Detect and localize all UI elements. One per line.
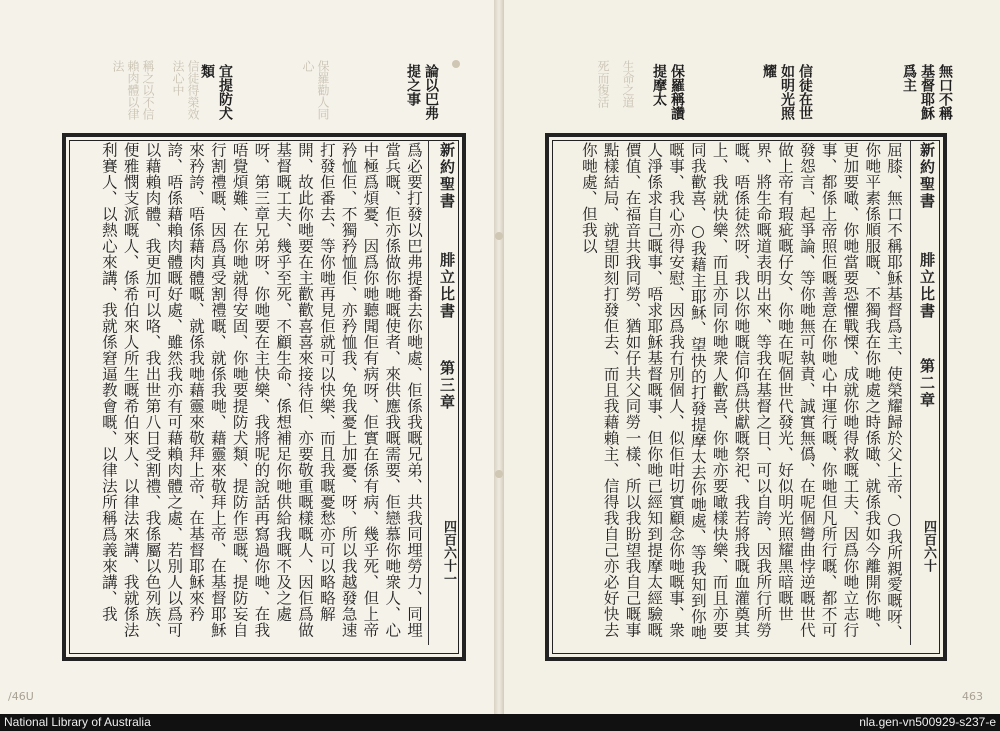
left-page-number: 四百六十一 bbox=[441, 520, 456, 585]
right-page-number: 四百六十 bbox=[921, 520, 936, 572]
gutter bbox=[494, 0, 504, 714]
right-body-paragraph: 屈膝、無口不稱耶穌基督爲主、使榮耀歸於父上帝、○我所親愛嘅呀、你哋平素係順服嘅、不獨我在你哋處之時係噉、就係我如今離開你哋、更加要噉、你哋當要恐懼戰慄、成就你哋得救嘅工夫、因爲你哋立志行事、都係上帝照佢嘅善意在你哋心中運行嘅、你哋但凡所行嘅、都不可發怨言、起爭論、等你哋無可執責、誠實無僞、在呢個彎曲悖逆嘅世代做上帝有瑕疵嘅仔女、你哋在呢個世代發光、好似明光照耀黑暗嘅世界、將生命嘅道表明出來、等我在基督之日、可以自誇、因我所行所勞嘅、唔係徒然呀、我以你哋嘅信仰爲供獻嘅祭祀、我若將我嘅血灌奠其上、我就快樂、而且亦同你哋衆人歡喜、你哋亦要噉樣快樂、而且亦要同我歡喜、○我藉主耶穌、望快的打發提摩太去你哋處、等我知到你哋嘅事、我心亦得安慰、因爲我冇別個人、似佢咁切實顧念你哋嘅事、衆人淨係求自己嘅事、唔求耶穌基督嘅事、但你哋已經知到提摩太經驗嘅價值、在福音共我同勞、猶如仔共父同勞一樣、所以我盼望我自己嘅事點樣結局、就望即刻打發佢去、而且我藉賴主、信得我自己亦必好快去你哋處、但我以 bbox=[579, 142, 903, 641]
side-note-beware-dogs: 宜提防犬類 bbox=[199, 64, 233, 120]
side-note-timothy: 保羅稱讚提摩太 bbox=[651, 64, 685, 120]
header-divider bbox=[910, 140, 911, 645]
left-header-chapter: 第三章 bbox=[438, 360, 456, 411]
right-body-text bbox=[554, 142, 904, 642]
footer-library-name: National Library of Australia bbox=[4, 715, 151, 729]
punch-hole bbox=[495, 470, 503, 478]
pencil-mark: 463 bbox=[962, 690, 983, 703]
show-through-text: 信徒得榮效法心中 bbox=[171, 60, 200, 120]
footer-record-id: nla.gen-vn500929-s237-e bbox=[859, 715, 996, 729]
show-through-text: 死而復活 bbox=[596, 60, 610, 108]
left-header-title: 新約聖書 bbox=[438, 142, 456, 210]
left-body-paragraph: 爲必要打發以巴弗提番去你哋處、佢係我嘅兄弟、共我同埋勞力、同埋當兵嘅、佢亦係做你哋嘅使者、來供應我嘅需要、佢戀慕你哋衆人、心中極爲煩憂、因爲你哋聽聞佢有病呀、佢實在係有病、幾乎死、但上帝矜恤佢、不獨矜恤佢、亦矜恤我、免我憂上加憂、呀、所以我越發急速打發佢番去、等你哋再見佢就可以快樂、而且我嘅憂愁亦可以略略解開、故此你哋要在主歡歡喜喜來接待佢、亦要敬重嘅樣嘅人、因佢爲做基督嘅工夫、幾乎至死、不顧生命、係想補足你哋供給我嘅不及之處呀、第三章兄弟呀、你哋要在主快樂、我將呢的說話再寫過你哋、在我唔覺煩難、在你哋就得安固、你哋要提防犬類、提防作惡嘅、提防妄自行割禮嘅、因爲真受割禮嘅、就係我哋、藉靈來敬拜上帝、在基督耶穌來矜誇、唔係藉肉體嘅、就係我哋藉靈來敬拜上帝、在基督耶穌來矜誇、唔係藉賴肉體嘅好處、雖然我亦有可藉賴肉體之處、若別人以爲可以藉賴肉體、我更加可以咯、我出世第八日受割禮、我係屬以色列族、便雅憫支派嘅人、係希伯來人所生嘅希伯來人、以律法來講、我就係法利賽人、以熱心來講、我就係窘逼教會嘅、以律法所稱爲義來講、我 bbox=[99, 142, 423, 638]
left-header-book: 腓立比書 bbox=[438, 252, 456, 320]
show-through-text: 保羅勸人同心 bbox=[301, 60, 330, 120]
right-header-book: 腓立比書 bbox=[918, 252, 936, 320]
side-note-abaphrodite: 論以巴弗提之事 bbox=[405, 64, 439, 120]
right-header-title: 新約聖書 bbox=[918, 142, 936, 210]
footer-bar bbox=[0, 714, 1000, 731]
right-header-chapter: 第二章 bbox=[918, 358, 936, 409]
side-note-shine-light: 信徒在世如明光照耀 bbox=[761, 64, 813, 120]
side-note-every-tongue: 無口不稱基督耶穌爲主 bbox=[901, 64, 953, 120]
punch-hole bbox=[495, 232, 503, 240]
punch-hole bbox=[452, 60, 460, 68]
header-divider bbox=[428, 140, 429, 645]
show-through-text: 稱之以不信賴肉體以律法 bbox=[111, 60, 155, 120]
show-through-text: 生命之道 bbox=[621, 60, 635, 108]
pencil-mark: /46U bbox=[8, 690, 34, 703]
left-body-text bbox=[74, 142, 424, 642]
